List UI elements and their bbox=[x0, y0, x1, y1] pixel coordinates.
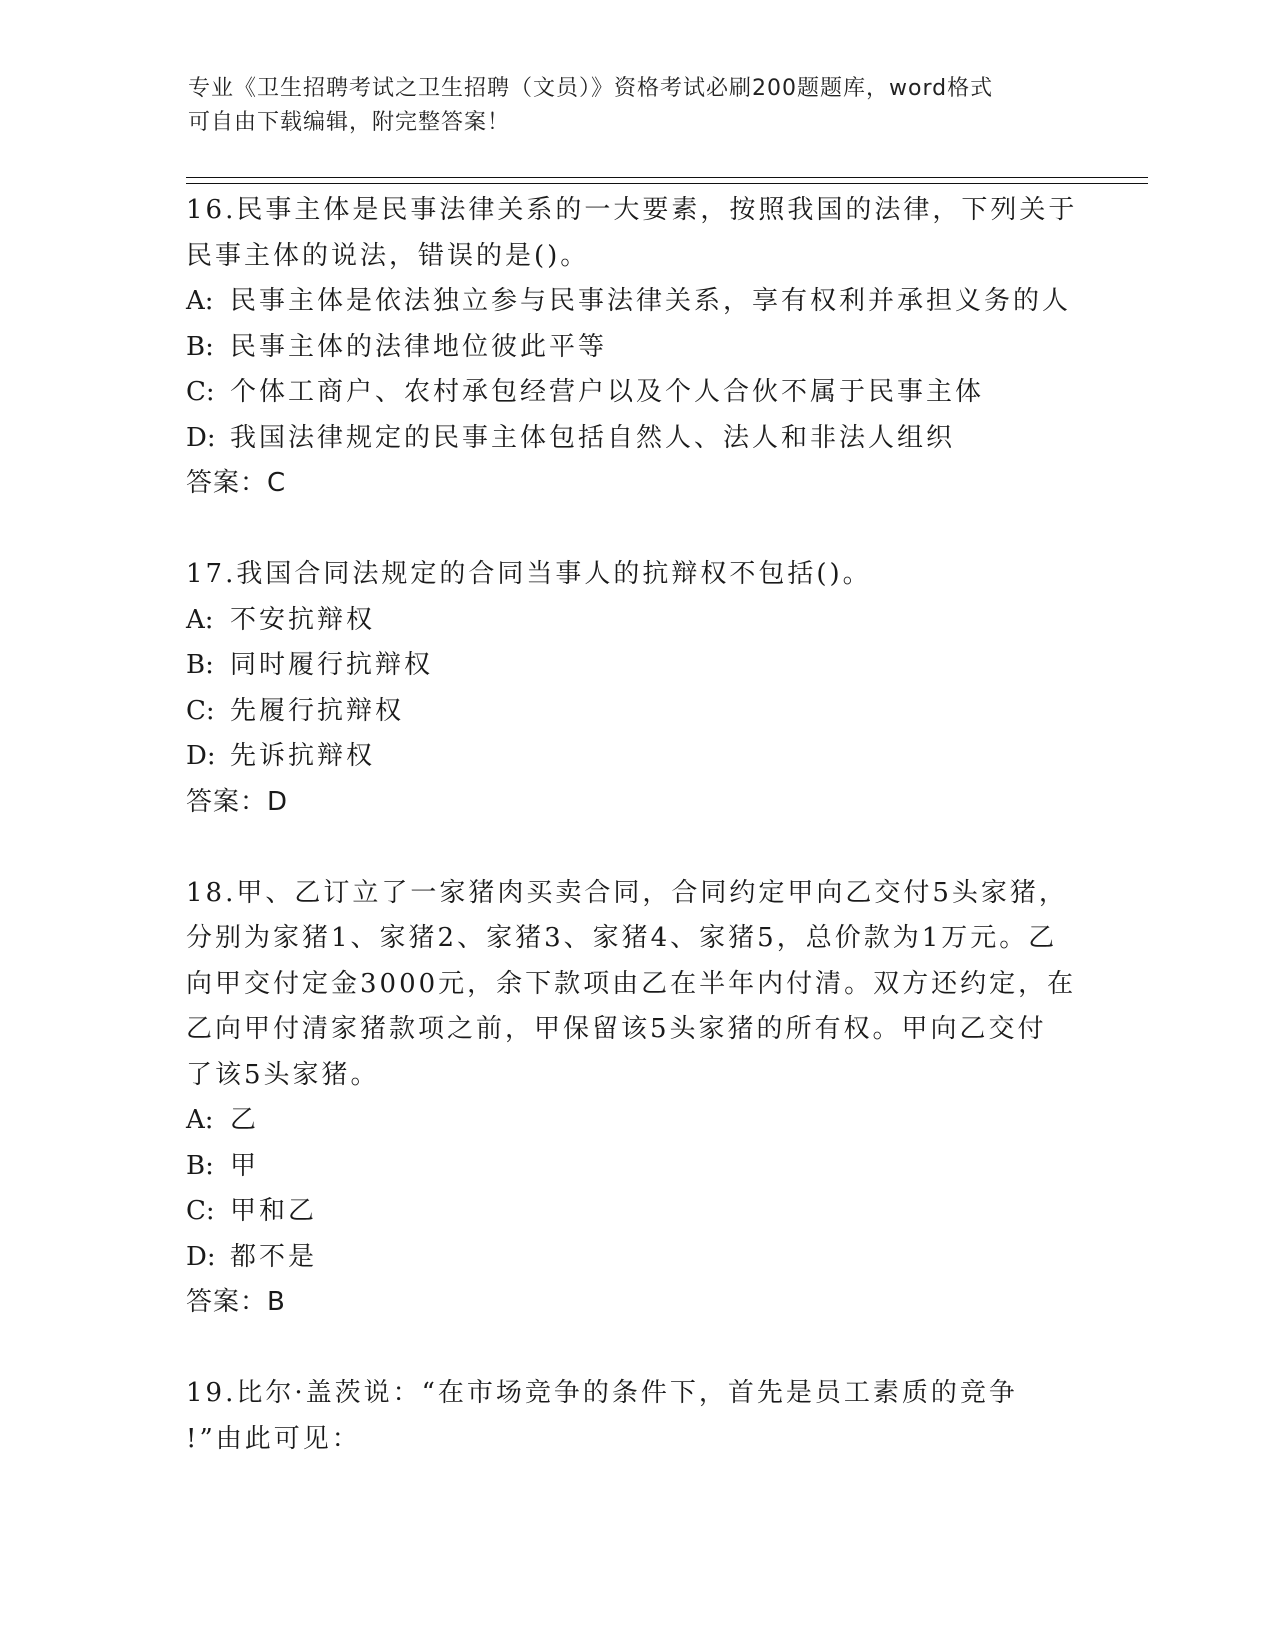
question-stem-line: 19.比尔·盖茨说：“在市场竞争的条件下，首先是员工素质的竞争 bbox=[186, 1378, 1018, 1408]
option-letter: B: bbox=[186, 650, 214, 680]
option-letter: A: bbox=[186, 604, 214, 635]
option-d bbox=[186, 1235, 1086, 1281]
question-stem-line: 分别为家猪1、家猪2、家猪3、家猪4、家猪5，总价款为1万元。乙 bbox=[186, 923, 1058, 953]
option-text: 民事主体是依法独立参与民事法律关系，享有权利并承担义务的人 bbox=[230, 286, 1072, 316]
question-gap bbox=[186, 507, 1086, 553]
header-line-2: 可自由下载编辑，附完整答案！ bbox=[188, 110, 511, 135]
option-letter: D: bbox=[186, 741, 216, 771]
question-stem-line: !”由此可见： bbox=[186, 1423, 361, 1454]
option-b bbox=[186, 643, 1086, 689]
option-text: 先诉抗辩权 bbox=[230, 741, 376, 771]
question-gap bbox=[186, 1326, 1086, 1372]
header-divider-top bbox=[186, 177, 1148, 178]
option-text: 甲 bbox=[230, 1150, 260, 1181]
option-letter: D: bbox=[186, 1241, 216, 1272]
option-d bbox=[186, 734, 1086, 780]
question-18 bbox=[186, 871, 1086, 1326]
option-text: 甲和乙 bbox=[230, 1196, 318, 1226]
question-stem-line: 乙向甲付清家猪款项之前，甲保留该5头家猪的所有权。甲向乙交付 bbox=[186, 1014, 1047, 1044]
header-divider-bottom bbox=[186, 183, 1148, 184]
option-text: 我国法律规定的民事主体包括自然人、法人和非法人组织 bbox=[230, 422, 956, 453]
question-stem-line: 18.甲、乙订立了一家猪肉买卖合同，合同约定甲向乙交付5头家猪， bbox=[186, 877, 1068, 908]
question-list bbox=[186, 188, 1086, 1462]
question-stem-line: 16.民事主体是民事法律关系的一大要素，按照我国的法律，下列关于 bbox=[186, 195, 1078, 225]
header-line-1: 专业《卫生招聘考试之卫生招聘（文员）》资格考试必刷200题题库，word格式 bbox=[188, 76, 994, 101]
answer-line: 答案：B bbox=[186, 1287, 286, 1317]
option-a bbox=[186, 598, 1086, 644]
option-letter: C: bbox=[186, 1196, 215, 1226]
question-19 bbox=[186, 1371, 1086, 1462]
option-text: 民事主体的法律地位彼此平等 bbox=[230, 331, 608, 362]
option-text: 同时履行抗辩权 bbox=[230, 650, 434, 680]
option-a bbox=[186, 279, 1086, 325]
question-stem-line: 了该5头家猪。 bbox=[186, 1059, 380, 1090]
option-letter: B: bbox=[186, 331, 214, 362]
question-stem-line: 民事主体的说法，错误的是()。 bbox=[186, 240, 590, 271]
question-17 bbox=[186, 552, 1086, 825]
option-c bbox=[186, 370, 1086, 416]
document-header bbox=[188, 72, 1068, 140]
option-c bbox=[186, 689, 1086, 735]
option-letter: C: bbox=[186, 695, 215, 726]
option-text: 个体工商户、农村承包经营户以及个人合伙不属于民事主体 bbox=[230, 377, 985, 407]
option-letter: C: bbox=[186, 377, 215, 407]
question-stem-line: 向甲交付定金3000元，余下款项由乙在半年内付清。双方还约定，在 bbox=[186, 968, 1077, 999]
option-text: 都不是 bbox=[230, 1241, 318, 1272]
question-stem-line: 17.我国合同法规定的合同当事人的抗辩权不包括()。 bbox=[186, 559, 872, 589]
answer-line: 答案：C bbox=[186, 468, 287, 498]
option-c bbox=[186, 1189, 1086, 1235]
option-letter: D: bbox=[186, 422, 216, 453]
option-b bbox=[186, 325, 1086, 371]
option-text: 先履行抗辩权 bbox=[230, 695, 405, 726]
option-b bbox=[186, 1144, 1086, 1190]
option-letter: A: bbox=[186, 286, 214, 316]
option-a bbox=[186, 1098, 1086, 1144]
question-16 bbox=[186, 188, 1086, 507]
option-letter: B: bbox=[186, 1150, 214, 1181]
option-text: 乙 bbox=[230, 1105, 260, 1135]
option-d bbox=[186, 416, 1086, 462]
option-letter: A: bbox=[186, 1105, 214, 1135]
option-text: 不安抗辩权 bbox=[230, 604, 376, 635]
answer-line: 答案：D bbox=[186, 786, 289, 817]
question-gap bbox=[186, 825, 1086, 871]
